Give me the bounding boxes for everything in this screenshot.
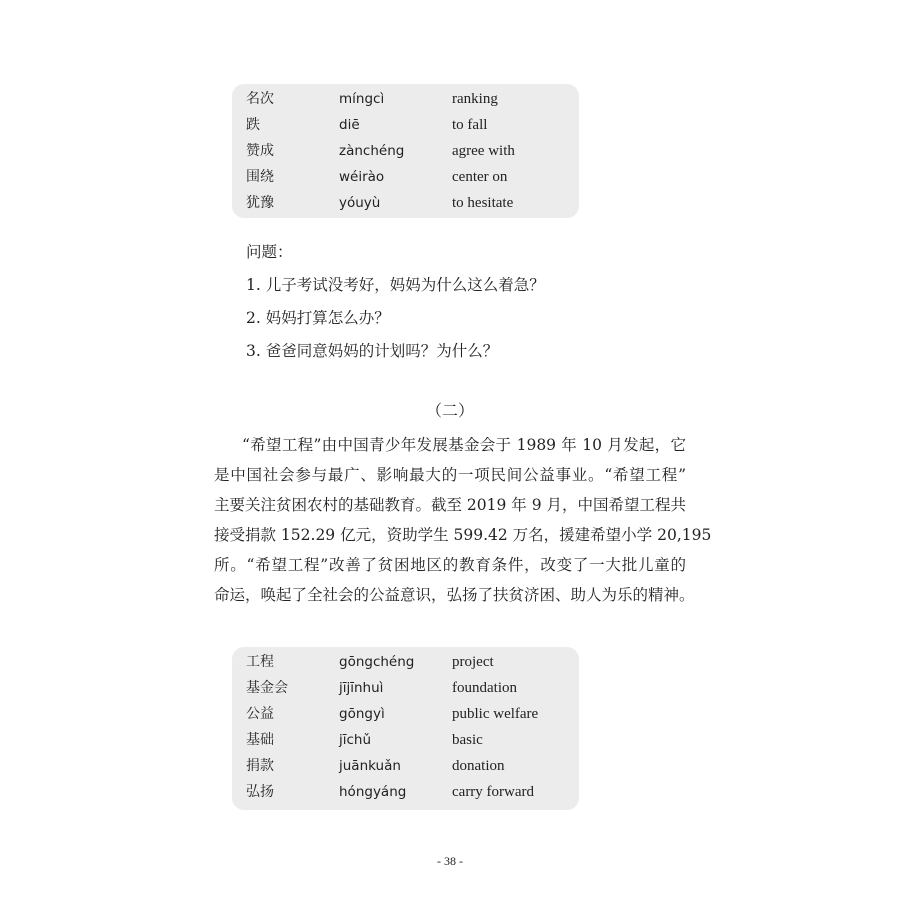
vocab-hanzi: 赞成: [246, 143, 274, 159]
vocabulary-box-1: [232, 84, 579, 218]
vocab-english: to fall: [452, 117, 488, 133]
vocab-english: carry forward: [452, 784, 535, 800]
vocab-hanzi: 跌: [246, 117, 260, 133]
passage-line: 命运，唤起了全社会的公益意识，弘扬了扶贫济困、助人为乐的精神。: [214, 586, 695, 604]
vocab-pinyin: juānkuǎn: [339, 758, 401, 774]
vocab-row: [232, 190, 579, 216]
vocab-row: [232, 779, 579, 805]
question-item: 3. 爸爸同意妈妈的计划吗？为什么？: [246, 342, 499, 360]
question-item: 2. 妈妈打算怎么办？: [246, 309, 390, 327]
vocab-english: public welfare: [452, 706, 539, 722]
vocab-english: donation: [452, 758, 505, 774]
vocab-pinyin: gōngyì: [339, 706, 385, 722]
vocab-row: [232, 86, 579, 112]
vocab-pinyin: míngcì: [339, 91, 385, 107]
vocab-english: ranking: [452, 91, 498, 107]
vocab-english: foundation: [452, 680, 517, 696]
passage-line: 接受捐款 152.29 亿元，资助学生 599.42 万名，援建希望小学 20,195: [214, 526, 712, 544]
vocab-hanzi: 犹豫: [246, 195, 274, 211]
vocab-pinyin: gōngchéng: [339, 654, 415, 670]
vocab-row: [232, 164, 579, 190]
vocab-row: [232, 701, 579, 727]
vocab-hanzi: 公益: [246, 706, 274, 722]
vocab-english: to hesitate: [452, 195, 514, 211]
vocab-hanzi: 捐款: [246, 758, 274, 774]
page-number: - 38 -: [437, 854, 463, 868]
vocab-pinyin: wéirào: [339, 169, 385, 185]
section-title: （二）: [425, 401, 474, 420]
vocab-pinyin: zànchéng: [339, 143, 405, 159]
vocab-english: basic: [452, 732, 483, 748]
passage-line: 所。“希望工程”改善了贫困地区的教育条件，改变了一大批儿童的: [214, 556, 686, 574]
vocab-english: agree with: [452, 143, 515, 159]
vocab-hanzi: 工程: [246, 654, 274, 670]
vocab-hanzi: 名次: [246, 91, 274, 107]
vocab-english: project: [452, 654, 494, 670]
vocab-row: [232, 675, 579, 701]
vocab-english: center on: [452, 169, 508, 185]
passage-line: “希望工程”由中国青少年发展基金会于 1989 年 10 月发起，它: [242, 436, 686, 454]
vocab-pinyin: diē: [339, 117, 360, 133]
vocab-row: [232, 649, 579, 675]
vocab-row: [232, 112, 579, 138]
vocab-hanzi: 基础: [246, 732, 274, 748]
vocab-pinyin: jījīnhuì: [339, 680, 384, 696]
vocab-pinyin: jīchǔ: [339, 732, 372, 748]
vocab-hanzi: 基金会: [246, 680, 288, 696]
vocab-row: [232, 138, 579, 164]
vocab-pinyin: yóuyù: [339, 195, 381, 211]
questions-heading: 问题：: [246, 243, 293, 261]
question-item: 1. 儿子考试没考好，妈妈为什么这么着急？: [246, 276, 545, 294]
vocab-row: [232, 753, 579, 779]
passage-line: 主要关注贫困农村的基础教育。截至 2019 年 9 月，中国希望工程共: [214, 496, 687, 514]
passage-line: 是中国社会参与最广、影响最大的一项民间公益事业。“希望工程”: [214, 466, 686, 484]
vocab-hanzi: 弘扬: [246, 784, 274, 800]
vocab-pinyin: hóngyáng: [339, 784, 407, 800]
vocab-hanzi: 围绕: [246, 169, 274, 185]
vocabulary-box-2: [232, 647, 579, 810]
vocab-row: [232, 727, 579, 753]
